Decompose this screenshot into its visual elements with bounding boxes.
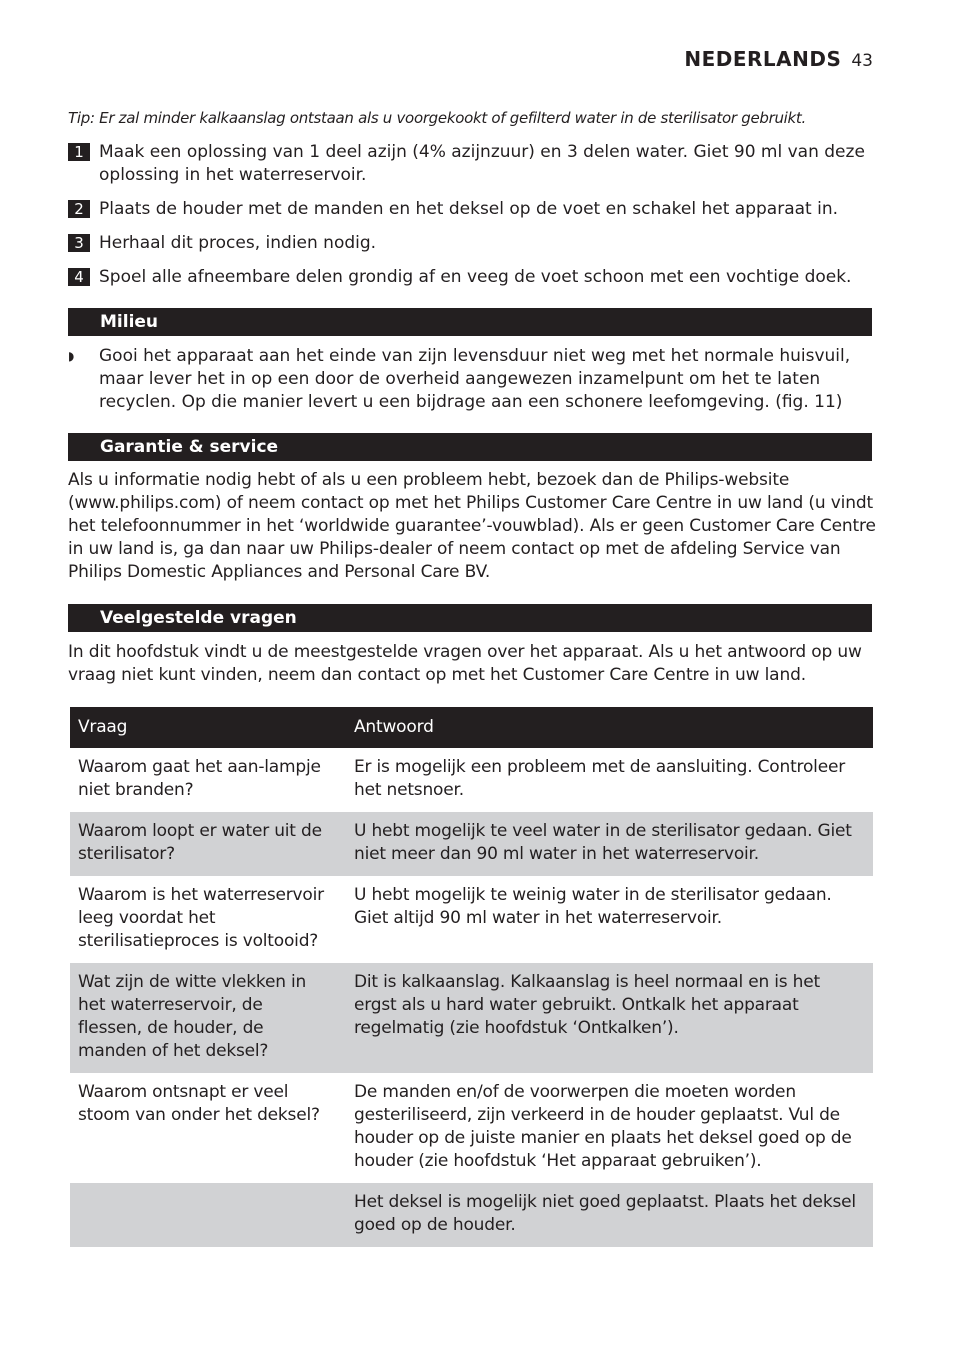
question-cell: Waarom loopt er water uit de sterilisator? bbox=[70, 812, 338, 876]
step-number: 1 bbox=[68, 143, 90, 161]
step-number: 4 bbox=[68, 268, 90, 286]
section-heading-garantie: Garantie & service bbox=[68, 433, 872, 461]
table-row bbox=[70, 963, 873, 1073]
step-3 bbox=[68, 232, 878, 255]
table-row bbox=[70, 876, 873, 963]
section-heading-milieu: Milieu bbox=[68, 308, 872, 336]
question-cell bbox=[70, 1183, 338, 1247]
answer-cell: U hebt mogelijk te veel water in de sterilisator gedaan. Giet niet meer dan 90 ml water in het waterreservoir. bbox=[338, 812, 873, 876]
step-text: Maak een oplossing van 1 deel azijn (4% azijnzuur) en 3 delen water. Giet 90 ml van deze oplossing in het waterreservoir. bbox=[99, 142, 865, 185]
faq-intro: In dit hoofdstuk vindt u de meestgestelde vragen over het apparaat. Als u het antwoord op uw vraag niet kunt vinden, neem dan contact op met het Customer Care Centre in uw land. bbox=[68, 642, 862, 685]
column-header-antwoord: Antwoord bbox=[338, 707, 873, 748]
language-label: NEDERLANDS bbox=[684, 47, 842, 71]
step-number: 3 bbox=[68, 234, 90, 252]
faq-table bbox=[70, 707, 873, 1247]
step-text: Plaats de houder met de manden en het deksel op de voet en schakel het apparaat in. bbox=[99, 199, 838, 219]
answer-cell: Dit is kalkaanslag. Kalkaanslag is heel normaal en is het ergst als u hard water gebruikt. Ontkalk het apparaat regelmatig (zie hoofdstuk ‘Ontkalken’). bbox=[338, 963, 873, 1073]
table-header-row bbox=[70, 707, 873, 748]
question-cell: Waarom gaat het aan-lampje niet branden? bbox=[78, 757, 321, 800]
tip-text: Tip: Er zal minder kalkaanslag ontstaan als u voorgekookt of gefilterd water in de sterilisator gebruikt. bbox=[68, 109, 806, 127]
section-heading-faq: Veelgestelde vragen bbox=[68, 604, 872, 632]
step-1 bbox=[68, 141, 878, 187]
step-number: 2 bbox=[68, 200, 90, 218]
answer-cell: Het deksel is mogelijk niet goed geplaatst. Plaats het deksel goed op de houder. bbox=[338, 1183, 873, 1247]
step-text: Spoel alle afneembare delen grondig af en veeg de voet schoon met een vochtige doek. bbox=[99, 267, 852, 287]
garantie-text: Als u informatie nodig hebt of als u een probleem hebt, bezoek dan de Philips-website (www.philips.com) of neem contact op met het Philips Customer Care Centre in uw land (u vindt het telefoonnummer in het ‘worldwide guarantee’-vouwblad). Als er geen Customer Care Centre in uw land is, ga dan naar uw Philips-dealer of neem contact op met de afdeling Service van Philips Domestic Appliances and Personal Care BV. bbox=[68, 470, 876, 582]
table-row bbox=[70, 1183, 873, 1247]
table-row bbox=[70, 812, 873, 876]
page-header bbox=[684, 47, 873, 71]
page-number: 43 bbox=[851, 51, 873, 71]
milieu-text: Gooi het apparaat aan het einde van zijn levensduur niet weg met het normale huisvuil, maar lever het in op een door de overheid aangewezen inzamelpunt om het te laten recyclen. Op die manier levert u een bijdrage aan een schonere leefomgeving. (fig. 11) bbox=[99, 346, 851, 412]
answer-cell: De manden en/of de voorwerpen die moeten worden gesteriliseerd, zijn verkeerd in de houder geplaatst. Vul de houder op de juiste manier en plaats het deksel goed op de houder (zie hoofdstuk ‘Het apparaat gebruiken’). bbox=[354, 1082, 852, 1171]
step-2 bbox=[68, 198, 878, 221]
milieu-bullet bbox=[68, 345, 872, 414]
table-row bbox=[70, 1073, 873, 1183]
step-text: Herhaal dit proces, indien nodig. bbox=[99, 233, 377, 253]
question-cell: Wat zijn de witte vlekken in het waterreservoir, de flessen, de houder, de manden of het deksel? bbox=[70, 963, 338, 1073]
question-cell: Waarom ontsnapt er veel stoom van onder het deksel? bbox=[78, 1082, 320, 1125]
table-row bbox=[70, 748, 873, 812]
answer-cell: Er is mogelijk een probleem met de aansluiting. Controleer het netsnoer. bbox=[354, 757, 845, 800]
bullet-icon: ◗ bbox=[68, 349, 75, 363]
column-header-vraag: Vraag bbox=[70, 707, 338, 748]
question-cell: Waarom is het waterreservoir leeg voordat het sterilisatieproces is voltooid? bbox=[78, 885, 324, 951]
answer-cell: U hebt mogelijk te weinig water in de sterilisator gedaan. Giet altijd 90 ml water in het waterreservoir. bbox=[354, 885, 832, 928]
step-4 bbox=[68, 266, 878, 289]
